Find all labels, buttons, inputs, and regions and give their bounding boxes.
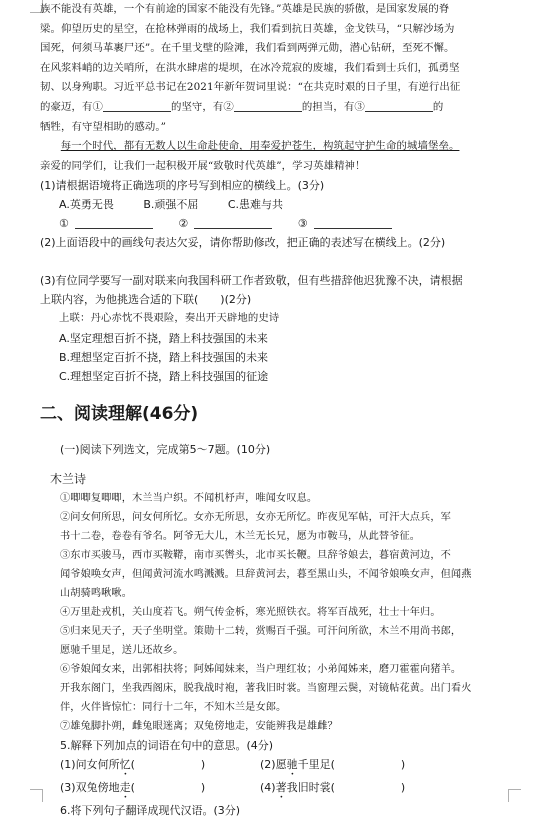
- passage-line: 梁。仰望历史的星空，在抢林弹雨的战场上，我们看到抗日英雄，金戈铁马，“只解沙场为: [40, 22, 455, 35]
- question-5-row: [40, 778, 510, 801]
- answer-blank-1[interactable]: [103, 99, 171, 112]
- q1-blank-1[interactable]: [75, 216, 153, 229]
- q5-item-4[interactable]: (4)著我旧时裳( ): [260, 780, 406, 794]
- question-3-option-c: C.理想坚定百折不挠，踏上科技强国的征途: [59, 369, 269, 383]
- q1-blank-3[interactable]: [314, 216, 392, 229]
- question-3-option-a: A.坚定理想百折不挠，踏上科技强国的未来: [59, 331, 268, 345]
- poem-line: 伴，火伴皆惊忙：同行十二年，不知木兰是女郎。: [60, 701, 287, 713]
- page-content: [40, 0, 510, 820]
- blank-label-3: ③: [297, 217, 308, 231]
- blank-label-1: ①: [59, 217, 69, 231]
- underlined-sentence: 每一个时代，都有无数人以生命赴使命，用奉爱护苍生，构筑起守护生命的城墙堡垒。: [60, 140, 460, 153]
- poem-line: 愿驰千里足，送儿还故乡。: [60, 644, 184, 656]
- poem-line: 山胡骑鸣啾啾。: [60, 587, 133, 599]
- question-5-row: [40, 755, 510, 778]
- option-c: C.患难与共: [227, 198, 284, 212]
- poem-line: ③东市买骏马，西市买鞍鞯，南市买辔头，北市买长鞭。旦辞爷娘去，暮宿黄河边，不: [60, 549, 451, 561]
- answer-blank-3[interactable]: [365, 99, 433, 112]
- poem-line: ⑤归来见天子，天子坐明堂。策勋十二转，赏赐百千强。可汗问所欲，木兰不用尚书郎，: [60, 625, 462, 637]
- option-b: B.顽强不屈: [143, 198, 199, 212]
- poem: [40, 489, 510, 736]
- q5-item-2[interactable]: (2)愿驰千里足( ): [260, 757, 406, 771]
- question-1-blanks: [40, 214, 510, 233]
- poem-line: ④万里赴戎机，关山度若飞。朔气传金柝，寒光照铁衣。将军百战死，壮士十年归。: [60, 606, 441, 618]
- section-heading: 二、阅读理解(46分): [40, 403, 199, 424]
- blank-label-2: ②: [178, 217, 189, 231]
- question-3-option-b: B.理想坚定百折不挠，踏上科技强国的未来: [59, 350, 269, 364]
- poem-line: 开我东阁门，坐我西阁床，脱我战时袍，著我旧时裳。当窗理云鬓，对镜帖花黄。出门看火: [60, 682, 472, 694]
- poem-line: ②问女何所思，问女何所忆。女亦无所思，女亦无所忆。昨夜见军帖，可汗大点兵，军: [60, 511, 451, 523]
- question-1-options: [40, 195, 510, 214]
- poem-line: 闻爷娘唤女声，但闻黄河流水鸣溅溅。旦辞黄河去，暮至黑山头，不闻爷娘唤女声，但闻燕: [60, 568, 472, 580]
- question-2-stem: (2)上面语段中的画线句表达欠妥，请你帮助修改，把正确的表述写在横线上。(2分): [40, 236, 446, 250]
- question-3-stem-line1: (3)有位同学要写一副对联来向我国科研工作者致敬，但有些措辞他迟犹豫不决，请根据: [40, 274, 463, 288]
- passage-line: 韧、以身殉职。习近平总书记在2021年新年贺词里说：“在共克时艰的日子里，有逆行出征: [40, 81, 461, 94]
- question-5-stem: 5.解释下列加点的词语在句中的意思。(4分): [60, 738, 274, 752]
- poem-line: 书十二卷，卷卷有爷名。阿爷无大儿，木兰无长兄，愿为市鞍马，从此替爷征。: [60, 530, 421, 542]
- poem-line: ①唧唧复唧唧，木兰当户织。不闻机杼声，唯闻女叹息。: [60, 492, 318, 504]
- question-3-stem-line2: 上联内容，为他挑选合适的下联( )(2分): [40, 293, 252, 307]
- couplet: 上联：丹心赤忱不畏艰险，奏出开天辟地的史诗: [59, 312, 280, 325]
- passage-line: 牺牲，有守望相助的感动。”: [40, 120, 167, 133]
- question-1-stem: (1)请根据语境将正确选项的序号写到相应的横线上。(3分): [40, 179, 325, 193]
- answer-space[interactable]: [40, 252, 510, 271]
- poem-line: ⑦雄兔脚扑朔，雌兔眼迷离；双兔傍地走，安能辨我是雄雌？: [60, 720, 338, 732]
- q1-blank-2[interactable]: [194, 216, 272, 229]
- passage: [40, 0, 510, 176]
- passage-line: 国死，何须马革裹尸还”。在千里戈壁的险滩，我们看到两弹元勋，潜心钻研，至死不懈。: [40, 42, 455, 55]
- passage-line-with-blanks: 的豪迈，有① 的坚守，有② 的担当，有③ 的: [40, 100, 444, 113]
- q5-item-1[interactable]: (1)问女何所忆( ): [60, 757, 206, 771]
- passage-line: 亲爱的同学们，让我们一起积极开展“致敬时代英雄”，学习英雄精神！: [40, 159, 366, 172]
- passage-line: 在风浆料峭的边关哨所，在洪水肆虐的堤坝，在冰冷荒寂的废墟，我们看到士兵们，孤勇坚: [40, 61, 460, 74]
- option-a: A.英勇无畏: [59, 198, 114, 212]
- answer-blank-2[interactable]: [234, 99, 302, 112]
- question-6-stem: 6.将下列句子翻译成现代汉语。(3分): [60, 803, 241, 817]
- q5-item-3[interactable]: (3)双兔傍地走( ): [60, 780, 206, 794]
- subsection-heading: (一)阅读下列选文，完成第5～7题。(10分): [60, 442, 271, 456]
- poem-title: 木兰诗: [50, 471, 87, 486]
- passage-line: 族不能没有英雄，一个有前途的国家不能没有先锋。”英雄是民族的骄傲，是国家发展的脊: [40, 3, 450, 15]
- poem-line: ⑥爷娘闻女来，出郭相扶将；阿姊闻妹来，当户理红妆；小弟闻姊来，磨刀霍霍向猪羊。: [60, 663, 462, 675]
